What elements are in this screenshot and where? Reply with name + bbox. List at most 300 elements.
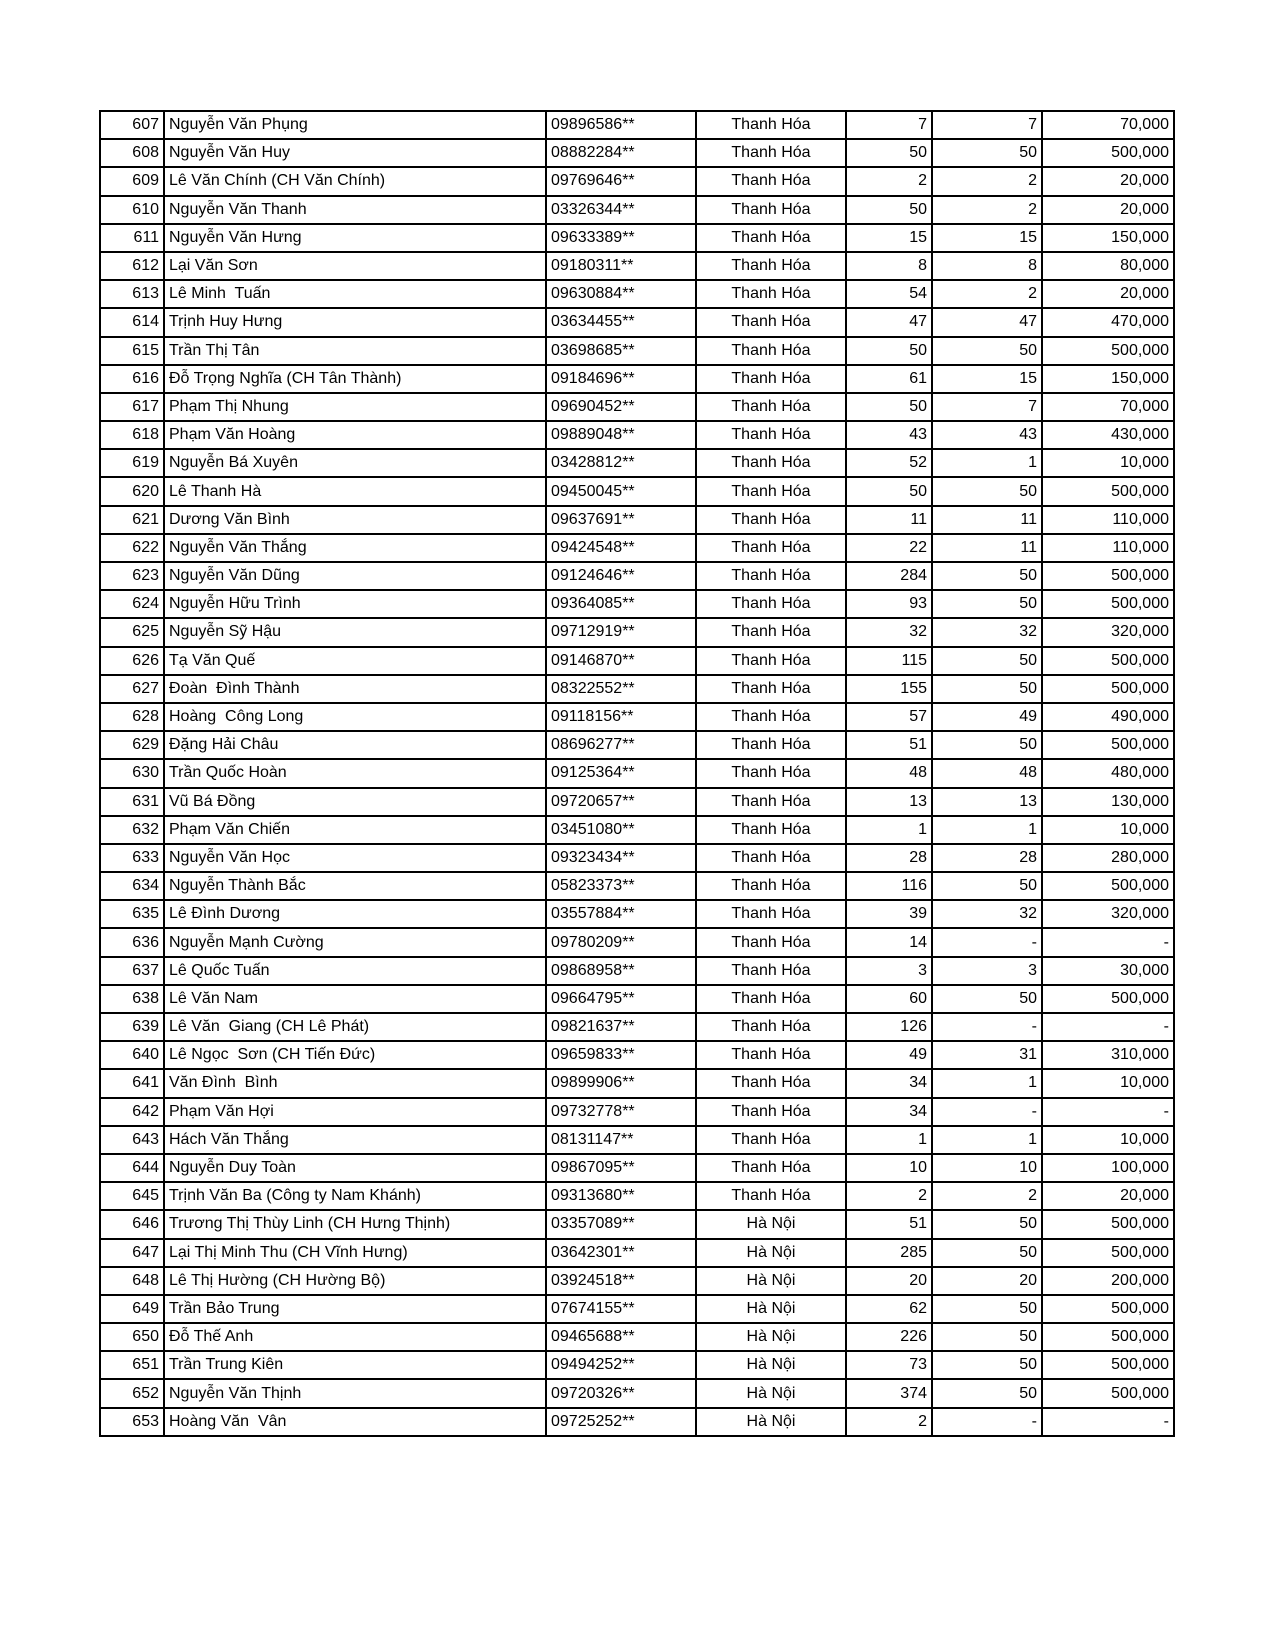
table-row [100, 703, 1174, 731]
province-cell: Thanh Hóa [696, 816, 846, 844]
phone-cell: 09424548** [546, 534, 696, 562]
confirmed-count-cell: 28 [932, 844, 1042, 872]
registered-count-cell: 47 [846, 308, 932, 336]
registered-count-cell: 93 [846, 590, 932, 618]
row-index-cell: 642 [100, 1098, 164, 1126]
confirmed-count-cell: 48 [932, 759, 1042, 787]
confirmed-count-cell: 2 [932, 196, 1042, 224]
phone-cell: 03326344** [546, 196, 696, 224]
phone-cell: 09180311** [546, 252, 696, 280]
name-cell: Lê Quốc Tuấn [164, 957, 546, 985]
registered-count-cell: 226 [846, 1323, 932, 1351]
confirmed-count-cell: 1 [932, 1069, 1042, 1097]
phone-cell: 08696277** [546, 731, 696, 759]
confirmed-count-cell: 50 [932, 1323, 1042, 1351]
registered-count-cell: 39 [846, 900, 932, 928]
row-index-cell: 625 [100, 618, 164, 646]
amount-cell: 490,000 [1042, 703, 1174, 731]
registered-count-cell: 34 [846, 1069, 932, 1097]
row-index-cell: 643 [100, 1126, 164, 1154]
amount-cell: 110,000 [1042, 506, 1174, 534]
registered-count-cell: 7 [846, 111, 932, 139]
table-row [100, 1210, 1174, 1238]
name-cell: Lại Thị Minh Thu (CH Vĩnh Hưng) [164, 1239, 546, 1267]
confirmed-count-cell: 50 [932, 731, 1042, 759]
confirmed-count-cell: 50 [932, 337, 1042, 365]
table-row [100, 675, 1174, 703]
registered-count-cell: 62 [846, 1295, 932, 1323]
confirmed-count-cell: 11 [932, 506, 1042, 534]
row-index-cell: 616 [100, 365, 164, 393]
phone-cell: 09896586** [546, 111, 696, 139]
phone-cell: 09146870** [546, 647, 696, 675]
province-cell: Thanh Hóa [696, 957, 846, 985]
phone-cell: 09899906** [546, 1069, 696, 1097]
amount-cell: 10,000 [1042, 449, 1174, 477]
registered-count-cell: 52 [846, 449, 932, 477]
name-cell: Trần Trung Kiên [164, 1351, 546, 1379]
phone-cell: 09124646** [546, 562, 696, 590]
province-cell: Thanh Hóa [696, 675, 846, 703]
table-row [100, 872, 1174, 900]
phone-cell: 09720657** [546, 788, 696, 816]
confirmed-count-cell: 49 [932, 703, 1042, 731]
amount-cell: 20,000 [1042, 280, 1174, 308]
row-index-cell: 653 [100, 1408, 164, 1436]
registered-count-cell: 3 [846, 957, 932, 985]
name-cell: Nguyễn Văn Thanh [164, 196, 546, 224]
table-row [100, 1408, 1174, 1436]
table-row [100, 1351, 1174, 1379]
row-index-cell: 639 [100, 1013, 164, 1041]
province-cell: Thanh Hóa [696, 703, 846, 731]
amount-cell: 500,000 [1042, 1210, 1174, 1238]
province-cell: Thanh Hóa [696, 618, 846, 646]
registered-count-cell: 28 [846, 844, 932, 872]
row-index-cell: 612 [100, 252, 164, 280]
province-cell: Thanh Hóa [696, 562, 846, 590]
table-row [100, 308, 1174, 336]
table-row [100, 1126, 1174, 1154]
province-cell: Thanh Hóa [696, 759, 846, 787]
table-row [100, 1013, 1174, 1041]
confirmed-count-cell: 43 [932, 421, 1042, 449]
amount-cell: 100,000 [1042, 1154, 1174, 1182]
amount-cell: 500,000 [1042, 675, 1174, 703]
phone-cell: 09637691** [546, 506, 696, 534]
name-cell: Trịnh Huy Hưng [164, 308, 546, 336]
phone-cell: 09125364** [546, 759, 696, 787]
province-cell: Thanh Hóa [696, 196, 846, 224]
registered-count-cell: 43 [846, 421, 932, 449]
row-index-cell: 608 [100, 139, 164, 167]
confirmed-count-cell: 31 [932, 1041, 1042, 1069]
name-cell: Lê Văn Giang (CH Lê Phát) [164, 1013, 546, 1041]
province-cell: Thanh Hóa [696, 1182, 846, 1210]
phone-cell: 09659833** [546, 1041, 696, 1069]
table-row [100, 928, 1174, 956]
row-index-cell: 649 [100, 1295, 164, 1323]
amount-cell: 30,000 [1042, 957, 1174, 985]
amount-cell: 500,000 [1042, 1351, 1174, 1379]
amount-cell: - [1042, 1408, 1174, 1436]
phone-cell: 09725252** [546, 1408, 696, 1436]
row-index-cell: 644 [100, 1154, 164, 1182]
phone-cell: 09868958** [546, 957, 696, 985]
province-cell: Thanh Hóa [696, 1098, 846, 1126]
province-cell: Thanh Hóa [696, 872, 846, 900]
phone-cell: 05823373** [546, 872, 696, 900]
table-row [100, 816, 1174, 844]
province-cell: Thanh Hóa [696, 139, 846, 167]
registered-count-cell: 10 [846, 1154, 932, 1182]
confirmed-count-cell: - [932, 1013, 1042, 1041]
confirmed-count-cell: 50 [932, 562, 1042, 590]
registered-count-cell: 1 [846, 1126, 932, 1154]
province-cell: Thanh Hóa [696, 1069, 846, 1097]
name-cell: Đỗ Trọng Nghĩa (CH Tân Thành) [164, 365, 546, 393]
registered-count-cell: 285 [846, 1239, 932, 1267]
table-row [100, 224, 1174, 252]
phone-cell: 09450045** [546, 477, 696, 505]
amount-cell: 500,000 [1042, 1379, 1174, 1407]
name-cell: Đoàn Đình Thành [164, 675, 546, 703]
confirmed-count-cell: - [932, 1408, 1042, 1436]
name-cell: Nguyễn Văn Phụng [164, 111, 546, 139]
registered-count-cell: 11 [846, 506, 932, 534]
confirmed-count-cell: 50 [932, 1295, 1042, 1323]
registered-count-cell: 115 [846, 647, 932, 675]
amount-cell: 70,000 [1042, 393, 1174, 421]
confirmed-count-cell: 2 [932, 280, 1042, 308]
province-cell: Thanh Hóa [696, 449, 846, 477]
phone-cell: 09769646** [546, 167, 696, 195]
registered-count-cell: 50 [846, 337, 932, 365]
table-row [100, 1154, 1174, 1182]
table-row [100, 900, 1174, 928]
amount-cell: - [1042, 1098, 1174, 1126]
confirmed-count-cell: 3 [932, 957, 1042, 985]
phone-cell: 09118156** [546, 703, 696, 731]
province-cell: Hà Nội [696, 1323, 846, 1351]
name-cell: Phạm Văn Hoàng [164, 421, 546, 449]
row-index-cell: 631 [100, 788, 164, 816]
amount-cell: - [1042, 928, 1174, 956]
province-cell: Thanh Hóa [696, 280, 846, 308]
table-row [100, 252, 1174, 280]
province-cell: Thanh Hóa [696, 844, 846, 872]
registered-count-cell: 1 [846, 816, 932, 844]
donor-list-table-body [100, 111, 1174, 1436]
name-cell: Nguyễn Thành Bắc [164, 872, 546, 900]
phone-cell: 09821637** [546, 1013, 696, 1041]
table-row [100, 1182, 1174, 1210]
province-cell: Thanh Hóa [696, 337, 846, 365]
row-index-cell: 629 [100, 731, 164, 759]
phone-cell: 03698685** [546, 337, 696, 365]
province-cell: Hà Nội [696, 1210, 846, 1238]
row-index-cell: 615 [100, 337, 164, 365]
confirmed-count-cell: 47 [932, 308, 1042, 336]
name-cell: Trần Thị Tân [164, 337, 546, 365]
registered-count-cell: 57 [846, 703, 932, 731]
name-cell: Nguyễn Văn Dũng [164, 562, 546, 590]
name-cell: Lê Ngọc Sơn (CH Tiến Đức) [164, 1041, 546, 1069]
row-index-cell: 619 [100, 449, 164, 477]
registered-count-cell: 34 [846, 1098, 932, 1126]
table-row [100, 365, 1174, 393]
registered-count-cell: 50 [846, 477, 932, 505]
province-cell: Hà Nội [696, 1239, 846, 1267]
registered-count-cell: 22 [846, 534, 932, 562]
amount-cell: 20,000 [1042, 167, 1174, 195]
phone-cell: 09313680** [546, 1182, 696, 1210]
registered-count-cell: 8 [846, 252, 932, 280]
amount-cell: 310,000 [1042, 1041, 1174, 1069]
row-index-cell: 640 [100, 1041, 164, 1069]
amount-cell: 280,000 [1042, 844, 1174, 872]
amount-cell: 500,000 [1042, 872, 1174, 900]
confirmed-count-cell: 1 [932, 449, 1042, 477]
phone-cell: 09720326** [546, 1379, 696, 1407]
phone-cell: 08322552** [546, 675, 696, 703]
confirmed-count-cell: 13 [932, 788, 1042, 816]
row-index-cell: 607 [100, 111, 164, 139]
registered-count-cell: 2 [846, 1182, 932, 1210]
confirmed-count-cell: 50 [932, 1239, 1042, 1267]
table-row [100, 449, 1174, 477]
name-cell: Phạm Thị Nhung [164, 393, 546, 421]
table-row [100, 1098, 1174, 1126]
amount-cell: 150,000 [1042, 365, 1174, 393]
row-index-cell: 621 [100, 506, 164, 534]
table-row [100, 337, 1174, 365]
confirmed-count-cell: 32 [932, 900, 1042, 928]
row-index-cell: 618 [100, 421, 164, 449]
phone-cell: 09889048** [546, 421, 696, 449]
amount-cell: 500,000 [1042, 590, 1174, 618]
phone-cell: 09780209** [546, 928, 696, 956]
phone-cell: 08882284** [546, 139, 696, 167]
amount-cell: 20,000 [1042, 1182, 1174, 1210]
table-row [100, 618, 1174, 646]
registered-count-cell: 2 [846, 167, 932, 195]
amount-cell: 470,000 [1042, 308, 1174, 336]
province-cell: Thanh Hóa [696, 1041, 846, 1069]
table-row [100, 477, 1174, 505]
table-row [100, 1041, 1174, 1069]
confirmed-count-cell: 32 [932, 618, 1042, 646]
registered-count-cell: 284 [846, 562, 932, 590]
province-cell: Thanh Hóa [696, 788, 846, 816]
amount-cell: 430,000 [1042, 421, 1174, 449]
row-index-cell: 648 [100, 1267, 164, 1295]
name-cell: Nguyễn Văn Hưng [164, 224, 546, 252]
phone-cell: 09732778** [546, 1098, 696, 1126]
table-row [100, 167, 1174, 195]
province-cell: Thanh Hóa [696, 900, 846, 928]
province-cell: Thanh Hóa [696, 506, 846, 534]
confirmed-count-cell: 50 [932, 139, 1042, 167]
amount-cell: 500,000 [1042, 139, 1174, 167]
province-cell: Thanh Hóa [696, 1126, 846, 1154]
province-cell: Hà Nội [696, 1295, 846, 1323]
name-cell: Lê Văn Chính (CH Văn Chính) [164, 167, 546, 195]
amount-cell: 500,000 [1042, 731, 1174, 759]
row-index-cell: 627 [100, 675, 164, 703]
province-cell: Thanh Hóa [696, 477, 846, 505]
phone-cell: 03642301** [546, 1239, 696, 1267]
row-index-cell: 646 [100, 1210, 164, 1238]
table-row [100, 1267, 1174, 1295]
row-index-cell: 633 [100, 844, 164, 872]
name-cell: Trương Thị Thùy Linh (CH Hưng Thịnh) [164, 1210, 546, 1238]
province-cell: Thanh Hóa [696, 224, 846, 252]
table-row [100, 280, 1174, 308]
phone-cell: 09184696** [546, 365, 696, 393]
name-cell: Trịnh Văn Ba (Công ty Nam Khánh) [164, 1182, 546, 1210]
amount-cell: 500,000 [1042, 1295, 1174, 1323]
amount-cell: 500,000 [1042, 337, 1174, 365]
phone-cell: 09867095** [546, 1154, 696, 1182]
table-row [100, 844, 1174, 872]
row-index-cell: 634 [100, 872, 164, 900]
confirmed-count-cell: 7 [932, 111, 1042, 139]
phone-cell: 03634455** [546, 308, 696, 336]
name-cell: Lê Thị Hường (CH Hường Bộ) [164, 1267, 546, 1295]
row-index-cell: 623 [100, 562, 164, 590]
province-cell: Thanh Hóa [696, 1013, 846, 1041]
province-cell: Hà Nội [696, 1267, 846, 1295]
table-row [100, 534, 1174, 562]
phone-cell: 03451080** [546, 816, 696, 844]
confirmed-count-cell: 10 [932, 1154, 1042, 1182]
table-row [100, 1379, 1174, 1407]
province-cell: Hà Nội [696, 1408, 846, 1436]
name-cell: Nguyễn Mạnh Cường [164, 928, 546, 956]
amount-cell: 110,000 [1042, 534, 1174, 562]
phone-cell: 08131147** [546, 1126, 696, 1154]
registered-count-cell: 126 [846, 1013, 932, 1041]
name-cell: Nguyễn Hữu Trình [164, 590, 546, 618]
table-row [100, 1295, 1174, 1323]
phone-cell: 09712919** [546, 618, 696, 646]
row-index-cell: 641 [100, 1069, 164, 1097]
registered-count-cell: 60 [846, 985, 932, 1013]
confirmed-count-cell: 50 [932, 872, 1042, 900]
registered-count-cell: 14 [846, 928, 932, 956]
row-index-cell: 628 [100, 703, 164, 731]
confirmed-count-cell: 50 [932, 985, 1042, 1013]
name-cell: Dương Văn Bình [164, 506, 546, 534]
confirmed-count-cell: 11 [932, 534, 1042, 562]
confirmed-count-cell: 7 [932, 393, 1042, 421]
table-row [100, 196, 1174, 224]
table-row [100, 562, 1174, 590]
amount-cell: 10,000 [1042, 1126, 1174, 1154]
amount-cell: 500,000 [1042, 985, 1174, 1013]
amount-cell: 20,000 [1042, 196, 1174, 224]
name-cell: Lê Đình Dương [164, 900, 546, 928]
amount-cell: 80,000 [1042, 252, 1174, 280]
confirmed-count-cell: 50 [932, 1379, 1042, 1407]
confirmed-count-cell: 50 [932, 477, 1042, 505]
province-cell: Thanh Hóa [696, 590, 846, 618]
name-cell: Hoàng Văn Vân [164, 1408, 546, 1436]
phone-cell: 09630884** [546, 280, 696, 308]
name-cell: Nguyễn Sỹ Hậu [164, 618, 546, 646]
phone-cell: 03428812** [546, 449, 696, 477]
table-row [100, 1323, 1174, 1351]
registered-count-cell: 50 [846, 139, 932, 167]
confirmed-count-cell: - [932, 928, 1042, 956]
province-cell: Thanh Hóa [696, 167, 846, 195]
province-cell: Thanh Hóa [696, 731, 846, 759]
table-row [100, 731, 1174, 759]
name-cell: Trần Bảo Trung [164, 1295, 546, 1323]
name-cell: Nguyễn Văn Thịnh [164, 1379, 546, 1407]
name-cell: Phạm Văn Chiến [164, 816, 546, 844]
province-cell: Thanh Hóa [696, 647, 846, 675]
province-cell: Hà Nội [696, 1351, 846, 1379]
amount-cell: 480,000 [1042, 759, 1174, 787]
registered-count-cell: 51 [846, 1210, 932, 1238]
table-row [100, 111, 1174, 139]
amount-cell: 10,000 [1042, 1069, 1174, 1097]
registered-count-cell: 374 [846, 1379, 932, 1407]
name-cell: Lê Minh Tuấn [164, 280, 546, 308]
phone-cell: 09664795** [546, 985, 696, 1013]
registered-count-cell: 15 [846, 224, 932, 252]
phone-cell: 07674155** [546, 1295, 696, 1323]
name-cell: Phạm Văn Hợi [164, 1098, 546, 1126]
province-cell: Thanh Hóa [696, 393, 846, 421]
table-row [100, 421, 1174, 449]
name-cell: Hách Văn Thắng [164, 1126, 546, 1154]
amount-cell: 500,000 [1042, 1323, 1174, 1351]
confirmed-count-cell: 1 [932, 1126, 1042, 1154]
row-index-cell: 650 [100, 1323, 164, 1351]
table-row [100, 506, 1174, 534]
row-index-cell: 614 [100, 308, 164, 336]
name-cell: Đỗ Thế Anh [164, 1323, 546, 1351]
name-cell: Lê Văn Nam [164, 985, 546, 1013]
confirmed-count-cell: 50 [932, 1210, 1042, 1238]
province-cell: Thanh Hóa [696, 928, 846, 956]
confirmed-count-cell: 2 [932, 1182, 1042, 1210]
province-cell: Thanh Hóa [696, 308, 846, 336]
province-cell: Thanh Hóa [696, 365, 846, 393]
row-index-cell: 636 [100, 928, 164, 956]
amount-cell: 150,000 [1042, 224, 1174, 252]
amount-cell: 500,000 [1042, 562, 1174, 590]
registered-count-cell: 13 [846, 788, 932, 816]
table-row [100, 393, 1174, 421]
row-index-cell: 626 [100, 647, 164, 675]
phone-cell: 03357089** [546, 1210, 696, 1238]
confirmed-count-cell: 50 [932, 590, 1042, 618]
confirmed-count-cell: 50 [932, 647, 1042, 675]
row-index-cell: 637 [100, 957, 164, 985]
amount-cell: 10,000 [1042, 816, 1174, 844]
row-index-cell: 651 [100, 1351, 164, 1379]
name-cell: Vũ Bá Đồng [164, 788, 546, 816]
table-row [100, 1069, 1174, 1097]
table-row [100, 985, 1174, 1013]
name-cell: Nguyễn Văn Thắng [164, 534, 546, 562]
row-index-cell: 645 [100, 1182, 164, 1210]
amount-cell: 130,000 [1042, 788, 1174, 816]
